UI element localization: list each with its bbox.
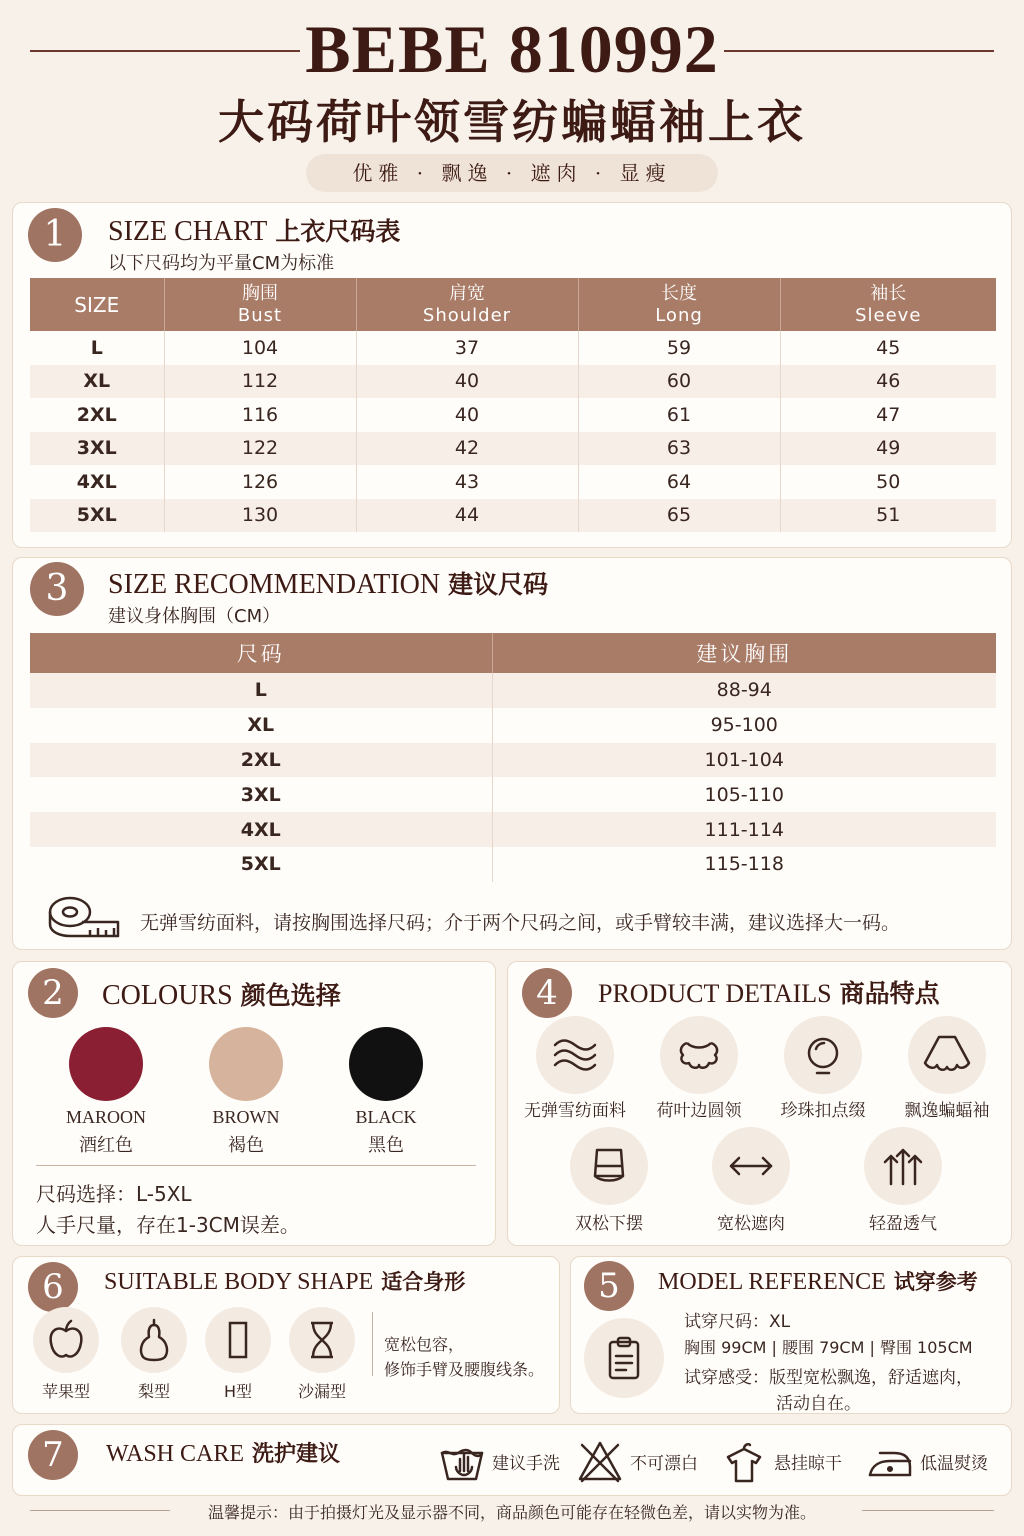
tape-measure-icon — [46, 890, 122, 946]
table-row: 2XL 116 40 61 47 — [30, 398, 996, 432]
wash-no-bleach: 不可漂白 — [576, 1436, 698, 1486]
section-number: 5 — [584, 1261, 634, 1311]
col-header-size: 尺码 — [30, 633, 492, 673]
hand-wash-icon — [438, 1437, 486, 1485]
divider — [36, 1165, 476, 1166]
detail-label: 荷叶边圆领 — [656, 1101, 742, 1121]
colours-title: COLOURS 颜色选择 — [102, 980, 341, 1011]
detail-label: 珍珠扣点缀 — [780, 1101, 866, 1121]
divider — [372, 1312, 373, 1376]
model-title: MODEL REFERENCE 试穿参考 — [658, 1269, 978, 1295]
table-row: 4XL 126 43 64 50 — [30, 465, 996, 499]
model-measures: 胸围 99CM | 腰围 79CM | 臀围 105CM — [684, 1338, 973, 1357]
body-label: H型 — [223, 1382, 253, 1401]
model-size: 试穿尺码：XL — [684, 1312, 791, 1332]
table-row: 2XL 101-104 — [30, 743, 996, 778]
batwing-sleeve-icon — [908, 1016, 986, 1094]
size-chart-subtitle: 以下尺码均为平量CM为标准 — [108, 253, 335, 274]
body-shape-title: SUITABLE BODY SHAPE 适合身形 — [104, 1269, 466, 1295]
apple-icon — [33, 1307, 99, 1373]
body-label: 苹果型 — [41, 1382, 90, 1401]
model-feel: 试穿感受：版型宽松飘逸，舒适遮肉， — [684, 1368, 973, 1388]
swatch-black — [349, 1027, 423, 1101]
size-range: 尺码选择：L-5XL — [36, 1182, 192, 1206]
hem-icon — [570, 1127, 648, 1205]
col-header-shoulder: 肩宽 Shoulder — [356, 278, 578, 331]
table-row: 4XL 111-114 — [30, 812, 996, 847]
footer-note: 温馨提示：由于拍摄灯光及显示器不同，商品颜色可能存在轻微色差，请以实物为准。 — [207, 1503, 816, 1522]
col-header-sleeve: 袖长 Sleeve — [780, 278, 996, 331]
table-row: 5XL 115-118 — [30, 847, 996, 882]
table-row: 5XL 130 44 65 51 — [30, 499, 996, 533]
section-number: 3 — [30, 562, 84, 616]
detail-label: 双松下摆 — [575, 1214, 643, 1234]
swatch-brown — [209, 1027, 283, 1101]
tagline-pill: 优雅 · 飘逸 · 遮肉 · 显瘦 — [306, 154, 718, 192]
col-header-long: 长度 Long — [578, 278, 780, 331]
colour-name-cn: 黑色 — [368, 1135, 404, 1156]
detail-label: 轻盈透气 — [869, 1214, 937, 1234]
size-note: 无弹雪纺面料，请按胸围选择尺码；介于两个尺码之间，或手臂较丰满，建议选择大一码。 — [140, 912, 901, 934]
hourglass-icon — [289, 1307, 355, 1373]
clipboard-icon — [584, 1318, 664, 1398]
table-row: XL 95-100 — [30, 708, 996, 743]
colour-name-cn: 褐色 — [228, 1135, 264, 1156]
col-header-bust: 建议胸围 — [492, 633, 996, 673]
model-feel: 活动自在。 — [776, 1394, 861, 1414]
wash-hang-dry: 悬挂晾干 — [720, 1436, 842, 1486]
col-header-size: SIZE — [30, 278, 164, 331]
hang-dry-icon — [720, 1437, 768, 1485]
table-row: 3XL 105-110 — [30, 777, 996, 812]
wash-low-iron: 低温熨烫 — [866, 1436, 988, 1486]
body-desc: 宽松包容， — [384, 1335, 465, 1354]
body-desc: 修饰手臂及腰腹线条。 — [384, 1360, 545, 1379]
product-title: 大码荷叶领雪纺蝙蝠袖上衣 — [218, 95, 806, 149]
body-label: 梨型 — [137, 1382, 170, 1401]
body-label: 沙漏型 — [297, 1382, 346, 1401]
measure-note: 人手尺量，存在1-3CM误差。 — [36, 1213, 300, 1237]
ruffle-collar-icon — [660, 1016, 738, 1094]
colour-name-cn: 酒红色 — [79, 1135, 133, 1156]
pearl-icon — [784, 1016, 862, 1094]
col-header-bust: 胸围 Bust — [164, 278, 356, 331]
size-rec-title: SIZE RECOMMENDATION 建议尺码 — [108, 569, 549, 600]
colour-name-en: MAROON — [65, 1107, 146, 1127]
size-chart-table — [30, 278, 996, 532]
section-number: 1 — [28, 208, 82, 262]
wash-hand: 建议手洗 — [438, 1436, 560, 1486]
section-number: 4 — [522, 968, 572, 1018]
wash-title: WASH CARE 洗护建议 — [106, 1441, 341, 1467]
rectangle-icon — [205, 1307, 271, 1373]
detail-label: 无弹雪纺面料 — [524, 1101, 626, 1121]
breathable-icon — [864, 1127, 942, 1205]
size-rec-subtitle: 建议身体胸围（CM） — [108, 606, 281, 627]
detail-label: 宽松遮肉 — [717, 1214, 785, 1234]
waves-icon — [536, 1016, 614, 1094]
section-number: 2 — [28, 968, 78, 1018]
no-bleach-icon — [576, 1437, 624, 1485]
section-number: 6 — [28, 1262, 78, 1312]
low-iron-icon — [866, 1437, 914, 1485]
table-row: L 88-94 — [30, 673, 996, 708]
colour-name-en: BROWN — [212, 1107, 280, 1127]
colour-name-en: BLACK — [355, 1107, 417, 1127]
detail-label: 飘逸蝙蝠袖 — [904, 1101, 990, 1121]
section-number: 7 — [28, 1430, 78, 1480]
size-chart-title: SIZE CHART 上衣尺码表 — [108, 216, 401, 247]
size-rec-table — [30, 633, 996, 882]
pear-icon — [121, 1307, 187, 1373]
table-row: L 104 37 59 45 — [30, 331, 996, 365]
brand-title: BEBE 810992 — [305, 11, 719, 87]
loose-fit-icon — [712, 1127, 790, 1205]
table-row: 3XL 122 42 63 49 — [30, 432, 996, 466]
table-row: XL 112 40 60 46 — [30, 365, 996, 399]
details-title: PRODUCT DETAILS 商品特点 — [598, 979, 940, 1008]
swatch-maroon — [69, 1027, 143, 1101]
